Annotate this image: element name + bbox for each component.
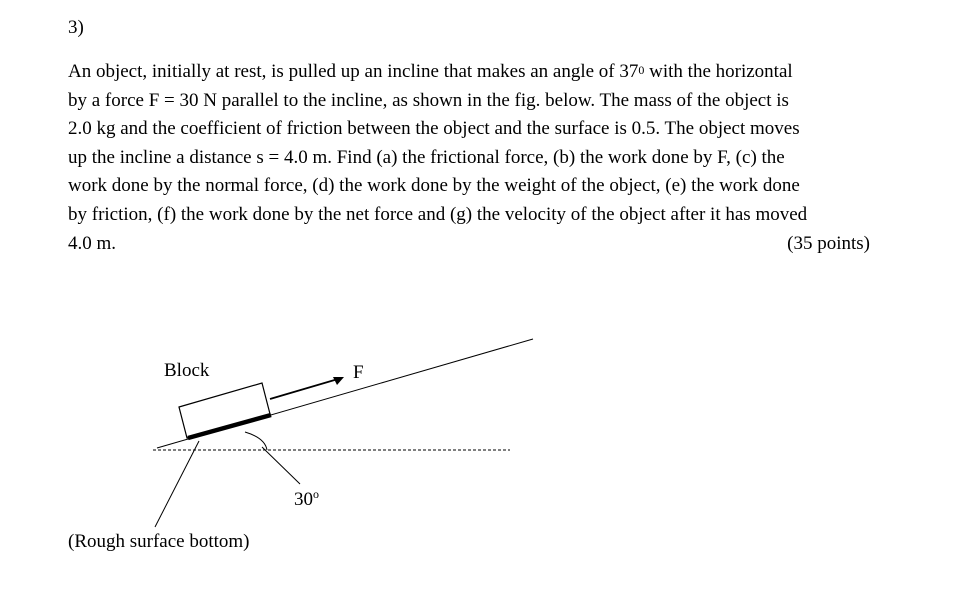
- problem-last-text: 4.0 m.: [68, 232, 117, 254]
- force-arrow-head: [333, 377, 344, 385]
- angle-label: 30$^o$: [294, 487, 319, 510]
- force-label: F: [353, 362, 364, 383]
- surface-leader-line: [155, 441, 199, 527]
- angle-leader-line: [262, 447, 300, 484]
- question-number: 3): [68, 17, 84, 38]
- force-arrow-shaft: [270, 379, 338, 399]
- block-label: Block: [164, 360, 210, 381]
- problem-line-1: An object, initially at rest, is pulled up an incline that makes an angle of $37^0$ with the horizontal: [68, 61, 793, 82]
- problem-line-3: 2.0 kg and the coefficient of friction between the object and the surface is 0.5. The object moves: [68, 118, 800, 140]
- problem-line-6: by friction, (f) the work done by the net force and (g) the velocity of the object after it has moved: [68, 203, 808, 225]
- problem-line-2: by a force F = 30 N parallel to the incline, as shown in the fig. below. The mass of the object is: [68, 89, 789, 111]
- points-label: (35 points): [787, 232, 870, 254]
- degree-superscript: 0: [638, 63, 645, 77]
- problem-line-4: up the incline a distance s = 4.0 m. Find (a) the frictional force, (b) the work done by F, (c) the: [68, 146, 785, 168]
- angle-arc: [245, 432, 267, 450]
- problem-line-5: work done by the normal force, (d) the work done by the weight of the object, (e) the work done: [68, 175, 800, 197]
- surface-label: (Rough surface bottom): [68, 531, 250, 552]
- angle-degree-superscript: o: [313, 487, 319, 501]
